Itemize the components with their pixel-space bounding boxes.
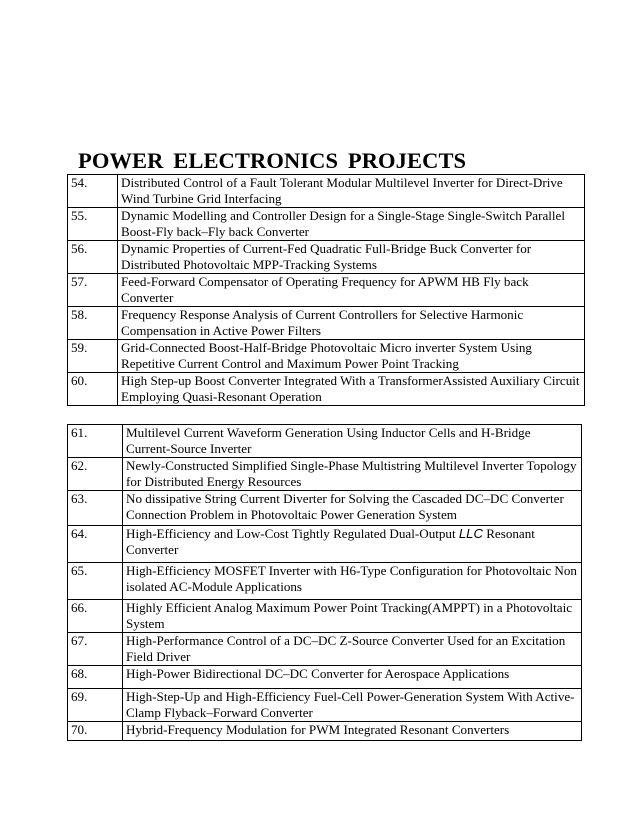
project-number: 61.	[68, 425, 123, 458]
project-number: 68.	[68, 666, 123, 689]
llc-italic-text: LLC	[458, 526, 483, 541]
table-row	[68, 175, 585, 208]
project-title: High-Performance Control of a DC–DC Z-Source Converter Used for an Excitation Field Driver	[123, 633, 582, 666]
table-row	[68, 491, 582, 526]
project-number: 65.	[68, 563, 123, 600]
project-title: Dynamic Modelling and Controller Design for a Single-Stage Single-Switch Parallel Boost-Fly back–Fly back Converter	[118, 208, 585, 241]
project-title: Newly-Constructed Simplified Single-Phase Multistring Multilevel Inverter Topology for Distributed Energy Resources	[123, 458, 582, 491]
project-title: High Step-up Boost Converter Integrated With a TransformerAssisted Auxiliary Circuit Employing Quasi-Resonant Operation	[118, 373, 585, 406]
table-row	[68, 340, 585, 373]
page-title: POWER ELECTRONICS PROJECTS	[78, 148, 467, 173]
project-title-text: Resonant Converter	[126, 526, 535, 557]
table-row	[68, 526, 582, 563]
table-row	[68, 563, 582, 600]
project-number: 63.	[68, 491, 123, 526]
table-row	[68, 633, 582, 666]
project-title: Hybrid-Frequency Modulation for PWM Integrated Resonant Converters	[123, 722, 582, 741]
project-title	[123, 526, 582, 563]
project-title: Frequency Response Analysis of Current Controllers for Selective Harmonic Compensation in Active Power Filters	[118, 307, 585, 340]
project-title: Grid-Connected Boost-Half-Bridge Photovoltaic Micro inverter System Using Repetitive Current Control and Maximum Power Point Tracking	[118, 340, 585, 373]
table-row	[68, 307, 585, 340]
projects-table-1	[67, 174, 585, 406]
project-title: Dynamic Properties of Current-Fed Quadratic Full-Bridge Buck Converter for Distributed Photovoltaic MPP-Tracking Systems	[118, 241, 585, 274]
table-row	[68, 373, 585, 406]
project-number: 62.	[68, 458, 123, 491]
project-number: 70.	[68, 722, 123, 741]
project-title: High-Step-Up and High-Efficiency Fuel-Cell Power-Generation System With Active-Clamp Flyback–Forward Converter	[123, 689, 582, 722]
table-row	[68, 458, 582, 491]
project-title: Highly Efficient Analog Maximum Power Point Tracking(AMPPT) in a Photovoltaic System	[123, 600, 582, 633]
project-number: 67.	[68, 633, 123, 666]
project-number: 58.	[68, 307, 118, 340]
table-row	[68, 208, 585, 241]
project-title: High-Efficiency MOSFET Inverter with H6-Type Configuration for Photovoltaic Non isolated AC-Module Applications	[123, 563, 582, 600]
project-number: 54.	[68, 175, 118, 208]
table-row	[68, 274, 585, 307]
table-row	[68, 666, 582, 689]
table-row	[68, 689, 582, 722]
table-row	[68, 241, 585, 274]
table-row	[68, 722, 582, 741]
project-title: No dissipative String Current Diverter for Solving the Cascaded DC–DC Converter Connection Problem in Photovoltaic Power Generation System	[123, 491, 582, 526]
project-number: 60.	[68, 373, 118, 406]
project-title: Feed-Forward Compensator of Operating Frequency for APWM HB Fly back Converter	[118, 274, 585, 307]
project-title: Multilevel Current Waveform Generation Using Inductor Cells and H-Bridge Current-Source Inverter	[123, 425, 582, 458]
project-number: 69.	[68, 689, 123, 722]
project-number: 56.	[68, 241, 118, 274]
table-row	[68, 600, 582, 633]
table-row	[68, 425, 582, 458]
project-title: High-Power Bidirectional DC–DC Converter for Aerospace Applications	[123, 666, 582, 689]
project-number: 59.	[68, 340, 118, 373]
project-number: 64.	[68, 526, 123, 563]
project-number: 55.	[68, 208, 118, 241]
project-title: Distributed Control of a Fault Tolerant Modular Multilevel Inverter for Direct-Drive Wind Turbine Grid Interfacing	[118, 175, 585, 208]
projects-table-2	[67, 424, 582, 741]
project-number: 66.	[68, 600, 123, 633]
project-number: 57.	[68, 274, 118, 307]
project-title-text: High-Efficiency and Low-Cost Tightly Regulated Dual-Output	[126, 526, 459, 541]
